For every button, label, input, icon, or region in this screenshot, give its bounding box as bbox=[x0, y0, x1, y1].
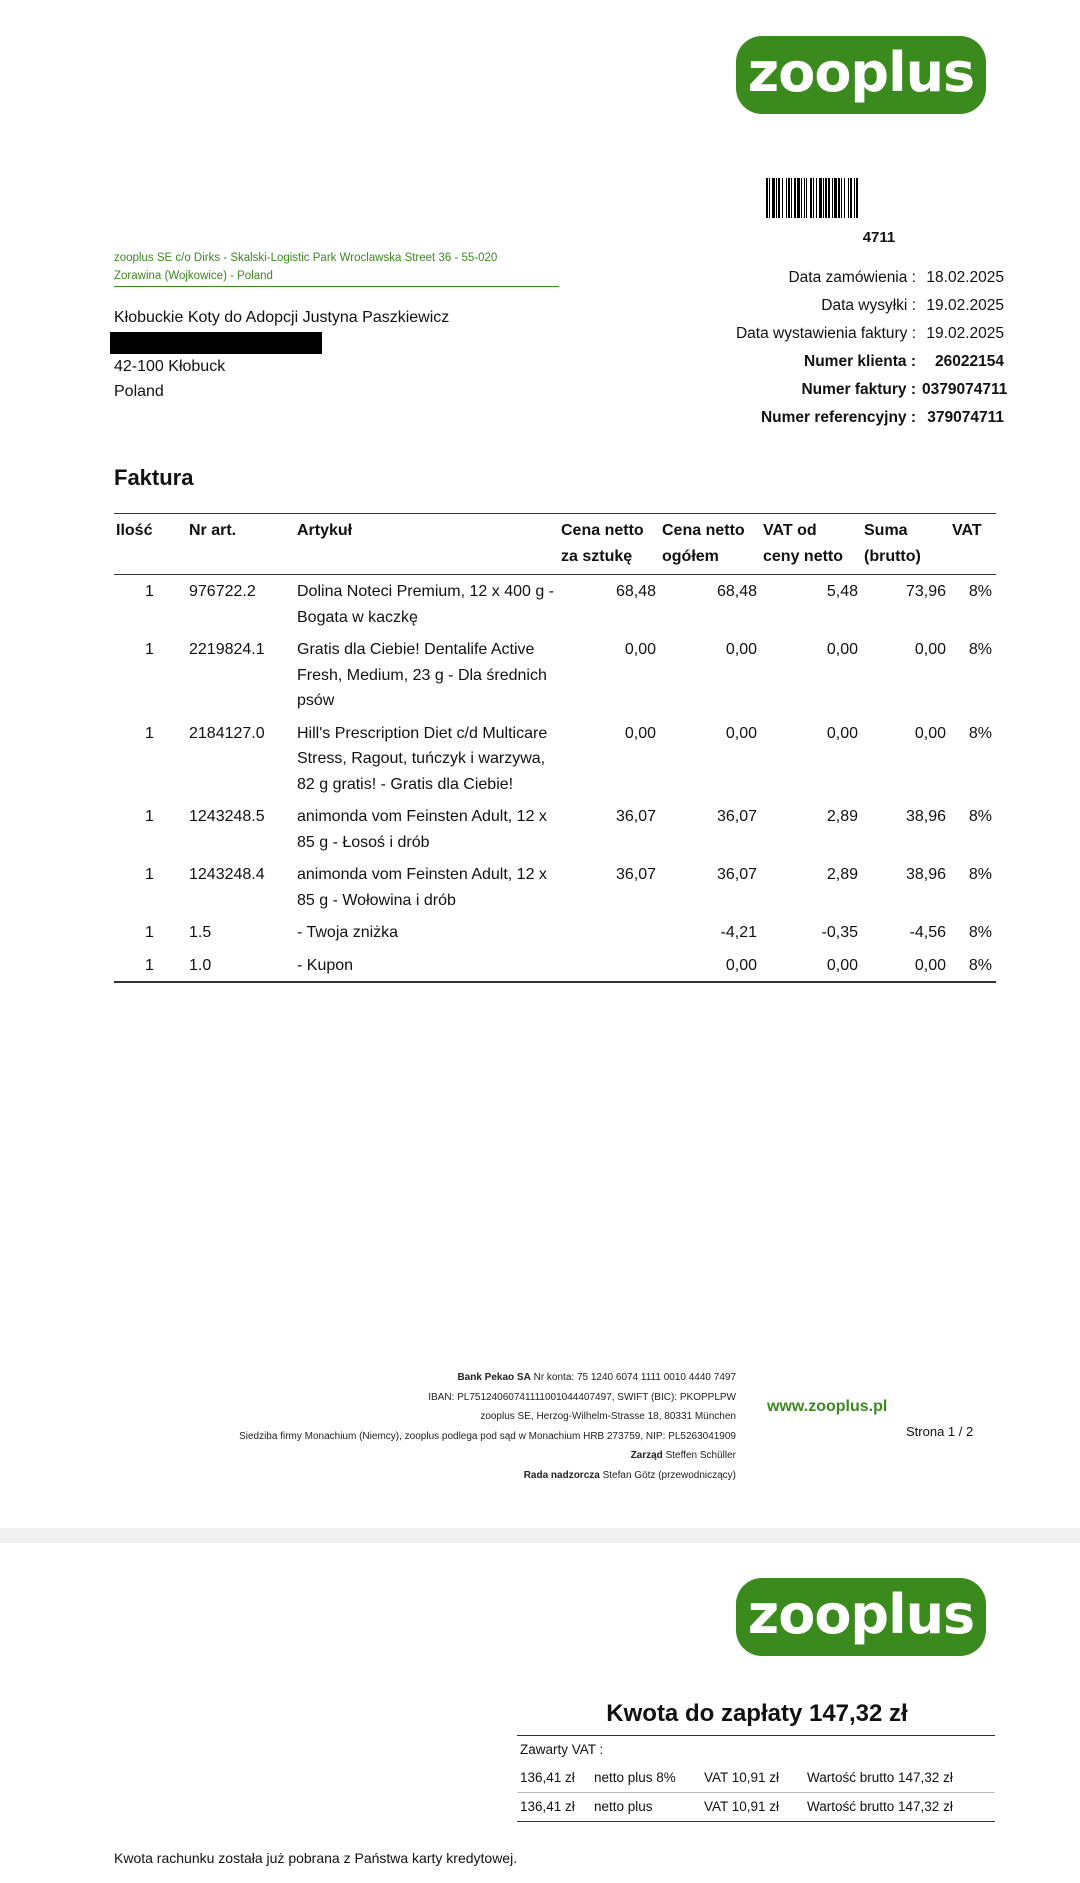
col-qty: Ilość bbox=[114, 514, 187, 575]
recipient-country: Poland bbox=[114, 383, 164, 400]
barcode-bar bbox=[858, 178, 859, 218]
col-sum: Suma (brutto) bbox=[862, 514, 950, 575]
order-date-row: Data zamówienia : 18.02.2025 bbox=[584, 264, 1004, 292]
payment-note: Kwota rachunku została już pobrana z Państwa karty kredytowej. bbox=[114, 1850, 518, 1866]
order-date: 18.02.2025 bbox=[926, 269, 1004, 286]
table-row: 1 1.5 - Twoja zniżka -4,21 -0,35 -4,56 8% bbox=[145, 924, 992, 941]
invoice-items-table bbox=[114, 513, 996, 983]
invoice-heading: Faktura bbox=[114, 465, 194, 490]
supervisory-info: Rada nadzorcza Stefan Götz (przewodniczący) bbox=[523, 1469, 736, 1481]
customer-number-row: Numer klienta : 26022154 bbox=[584, 348, 1004, 376]
recipient-city: 42-100 Kłobuck bbox=[114, 358, 226, 375]
col-item: Artykuł bbox=[295, 514, 559, 575]
recipient-name: Kłobuckie Koty do Adopcji Justyna Paszkiewicz bbox=[114, 309, 450, 326]
table-row: 1 976722.2 Dolina Noteci Premium, 12 x 400 g - Bogata w kaczkę 68,48 68,48 5,48 73,96 8% bbox=[145, 583, 992, 626]
sender-line-1: zooplus SE c/o Dirks - Skalski-Logistic Park Wroclawska Street 36 - 55-020 bbox=[114, 252, 498, 264]
ship-date-row: Data wysyłki : 19.02.2025 bbox=[584, 292, 1004, 320]
sender-address bbox=[114, 249, 559, 285]
amount-due: Kwota do zapłaty 147,32 zł bbox=[606, 1700, 908, 1727]
ship-date: 19.02.2025 bbox=[926, 297, 1004, 314]
invoice-date-row: Data wystawienia faktury : 19.02.2025 bbox=[584, 320, 1004, 348]
col-unit-net: Cena netto za sztukę bbox=[559, 514, 660, 575]
board-info: Zarząd Steffen Schüller bbox=[630, 1450, 736, 1461]
page-separator bbox=[0, 1528, 1080, 1543]
legal-footer bbox=[114, 1368, 736, 1485]
vat-line: 136,41 zł netto plus 8% VAT 10,91 zł Wartość brutto 147,32 zł bbox=[520, 1770, 953, 1785]
invoice-meta bbox=[584, 264, 1008, 432]
iban-info: IBAN: PL75124060741111001044407497, SWIFT (BIC): PKOPPLPW bbox=[428, 1391, 736, 1403]
invoice-number-row: Numer faktury : 0379074711 bbox=[584, 376, 1004, 404]
invoice-date: 19.02.2025 bbox=[926, 325, 1004, 342]
bank-info: Bank Pekao SA Nr konta: 75 1240 6074 1111 0010 4440 7497 bbox=[457, 1372, 736, 1383]
redacted-street bbox=[110, 332, 322, 354]
sender-line-2: Zorawina (Wojkowice) - Poland bbox=[114, 270, 273, 282]
zooplus-logo: zooplus bbox=[736, 1578, 986, 1656]
vat-line: 136,41 zł netto plus VAT 10,91 zł Wartość brutto 147,32 zł bbox=[517, 1792, 995, 1821]
table-header bbox=[114, 514, 996, 575]
table-row: 1 2184127.0 Hill's Prescription Diet c/d Multicare Stress, Ragout, tuńczyk i warzywa, 82 g gratis! - Gratis dla Ciebie! 0,00 0,00 0,00 0,00 8% bbox=[145, 724, 992, 793]
reference-number: 379074711 bbox=[927, 409, 1004, 426]
customer-number: 26022154 bbox=[935, 353, 1004, 370]
table-row: 1 1243248.4 animonda vom Feinsten Adult, 12 x 85 g - Wołowina i drób 36,07 36,07 2,89 38,96 8% bbox=[145, 866, 992, 909]
barcode bbox=[766, 178, 992, 218]
table-row: 1 2219824.1 Gratis dla Ciebie! Dentalife Active Fresh, Medium, 23 g - Dla średnich psów 0,00 0,00 0,00 0,00 8% bbox=[145, 641, 992, 709]
col-art: Nr art. bbox=[187, 514, 295, 575]
company-address: zooplus SE, Herzog-Wilhelm-Strasse 18, 80331 München bbox=[480, 1411, 736, 1422]
col-total-net: Cena netto ogółem bbox=[660, 514, 761, 575]
invoice-number: 0379074711 bbox=[922, 381, 1008, 398]
reference-number-row: Numer referencyjny : 379074711 bbox=[584, 404, 1004, 432]
vat-included-label: Zawarty VAT : bbox=[520, 1742, 604, 1757]
page-number: Strona 1 / 2 bbox=[906, 1424, 974, 1439]
website-link[interactable]: www.zooplus.pl bbox=[767, 1398, 888, 1415]
sender-divider bbox=[114, 286, 559, 287]
vat-summary bbox=[517, 1735, 995, 1822]
company-seat: Siedziba firmy Monachium (Niemcy), zooplus podlega pod sąd w Monachium HRB 273759, NIP: PL5263041909 bbox=[239, 1430, 736, 1442]
zooplus-logo: zooplus bbox=[736, 36, 986, 114]
table-row: 1 1243248.5 animonda vom Feinsten Adult, 12 x 85 g - Łosoś i drób 36,07 36,07 2,89 38,96 8% bbox=[145, 808, 992, 851]
col-rate: VAT bbox=[950, 514, 996, 575]
barcode-number: 4711 bbox=[862, 229, 896, 246]
col-vat: VAT od ceny netto bbox=[761, 514, 862, 575]
table-row: 1 1.0 - Kupon 0,00 0,00 0,00 8% bbox=[114, 949, 996, 983]
